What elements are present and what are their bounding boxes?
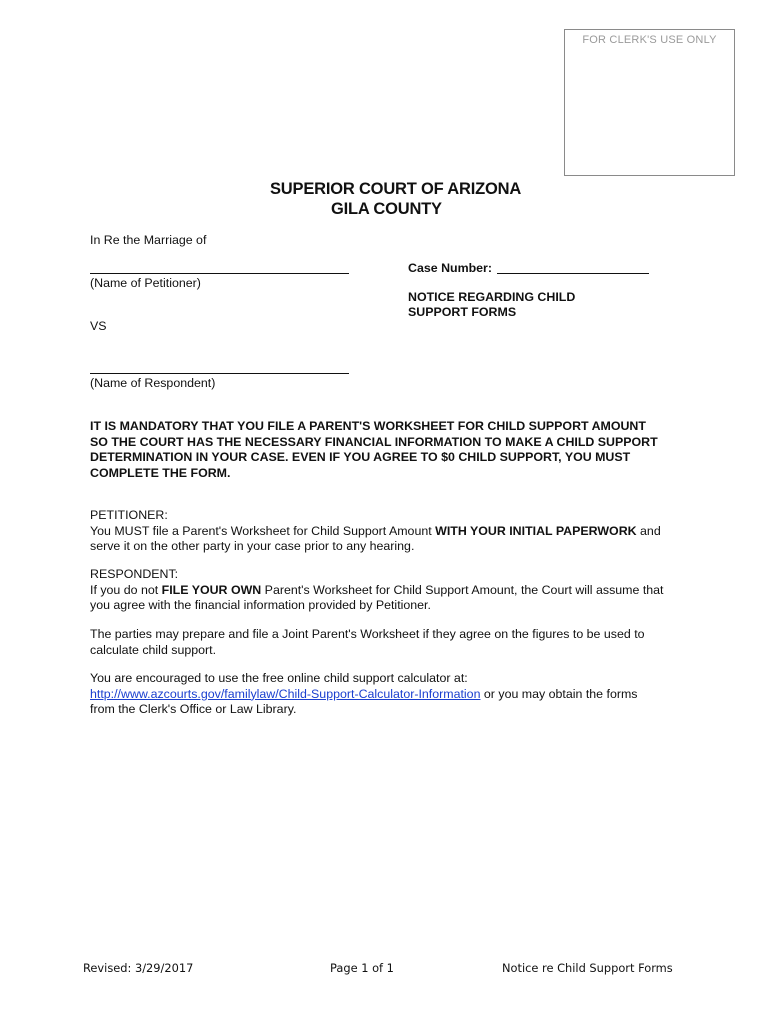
vs-label: VS [90,319,107,333]
petitioner-emphasis: WITH YOUR INITIAL PAPERWORK [435,523,637,538]
notice-title-line1: NOTICE REGARDING CHILD [408,290,576,304]
clerk-use-label: FOR CLERK'S USE ONLY [582,34,717,46]
case-number-line[interactable] [497,273,649,274]
calculator-line-2 [90,687,690,703]
calculator-paragraph [90,671,690,718]
mandatory-notice [90,419,690,481]
page-number: Page 1 of 1 [330,961,394,975]
footer-title: Notice re Child Support Forms [502,961,673,975]
petitioner-line-2: serve it on the other party in your case prior to any hearing. [90,539,415,554]
county-name: GILA COUNTY [331,200,442,218]
respondent-name-label: (Name of Respondent) [90,376,216,390]
joint-line-2: calculate child support. [90,642,217,657]
petitioner-text: You MUST file a Parent's Worksheet for Child Support Amount [90,523,436,538]
mandatory-line-2: SO THE COURT HAS THE NECESSARY FINANCIAL INFORMATION TO MAKE A CHILD SUPPORT [90,434,658,449]
calculator-link[interactable]: http://www.azcourts.gov/familylaw/Child-Support-Calculator-Information [90,686,481,701]
respondent-line-1 [90,583,690,599]
joint-line-1: The parties may prepare and file a Joint Parent's Worksheet if they agree on the figures to be used to [90,627,645,641]
petitioner-heading: PETITIONER: [90,508,168,522]
mandatory-line-4: COMPLETE THE FORM. [90,465,231,480]
in-re-label: In Re the Marriage of [90,233,207,247]
petitioner-name-line[interactable] [90,273,349,274]
respondent-emphasis: FILE YOUR OWN [161,582,262,597]
revised-date: Revised: 3/29/2017 [83,961,194,975]
mandatory-line-1: IT IS MANDATORY THAT YOU FILE A PARENT'S WORKSHEET FOR CHILD SUPPORT AMOUNT [90,419,646,433]
respondent-line-2: you agree with the financial information provided by Petitioner. [90,598,431,613]
petitioner-name-label: (Name of Petitioner) [90,276,201,290]
notice-title-line2: SUPPORT FORMS [408,305,517,319]
respondent-heading: RESPONDENT: [90,567,179,581]
petitioner-text-after: and [636,523,661,538]
joint-worksheet-paragraph [90,627,690,658]
mandatory-line-3: DETERMINATION IN YOUR CASE. EVEN IF YOU AGREE TO $0 CHILD SUPPORT, YOU MUST [90,450,631,465]
court-name: SUPERIOR COURT OF ARIZONA [270,180,522,198]
petitioner-line-1 [90,524,690,540]
case-number-label: Case Number: [408,261,493,275]
respondent-section [90,567,690,614]
clerk-use-box [564,29,735,176]
calculator-link-after: or you may obtain the forms [480,686,638,701]
petitioner-section [90,508,690,555]
respondent-text-after: Parent's Worksheet for Child Support Amount, the Court will assume that [261,582,664,597]
respondent-text: If you do not [90,582,162,597]
respondent-name-line[interactable] [90,373,349,374]
calculator-line-1: You are encouraged to use the free online child support calculator at: [90,671,468,685]
calculator-line-3: from the Clerk's Office or Law Library. [90,702,297,717]
